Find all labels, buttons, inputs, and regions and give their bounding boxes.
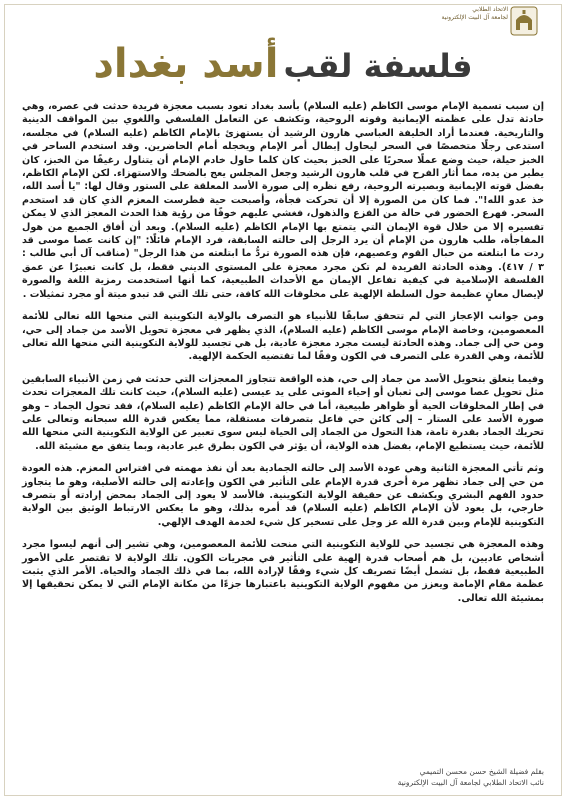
article-body [22, 100, 544, 605]
logo-text [434, 6, 508, 22]
title-prefix: فلسفة لقب [283, 47, 473, 85]
paragraph: إن سبب تسمية الإمام موسى الكاظم (عليه السلام) بأسد بغداد تعود بسبب معجزة فريدة حدثت في عصره، وهي حادثة تدل على عظمته الإيمانية وقوته الروحية، وتكشف عن التعامل الفلسفي واللغوي بين المواقف الدينية والتاريخية. فعندما أراد الخليفة العباسي هارون الرشيد أن يستهزئ بالإمام الكاظم (عليه السلام) في مجلسه، استدعى رجلًا متخصصًا في السحر ليحاول إبطال أمر الإمام ويخجله أمام الحاضرين. وقد استخدم الساحر في الخبز حيلة، حيث وضع عملًا سحريًا على الخبز بحيث كان كلما حاول خادم الإمام أن يتناول رغيفًا من الخبز، كان يطير من يده، مما أثار الفرح في قلب هارون الرشيد وجعل المجلس يعج بالضحك والاستهزاء. لكن الإمام الكاظم، بفضل قوته الإيمانية وبصيرته الروحية، رفع نظره إلى صورة الأسد المعلقة على الستور وقال لها: "يا أسد الله، خذ عدو الله!". فما كان من الصورة إلا أن تحركت فجأة، وأصبحت حية فطرست المعزم الذي كان قد استخدم السحر. فهرع الحضور في حالة من الفزع والذهول، فغشي عليهم خوفًا من رؤية هذا الحدث المعجز الذي لا يمكن تفسيره إلا من خلال قوة الإيمان التي يتمتع بها الإمام الكاظم (عليه السلام). وبعد أن أفاق الجميع من هول المفاجأة، طلب هارون من الإمام أن يرد الرجل إلى حالته السابقة، فرد الإمام قائلًا: "إن كانت عصا موسى قد ردت ما ابتلعته من حبال القوم وعصيهم، فإن هذه الصورة تردُّ ما ابتلعته من هذا الرجل" (مناقب آل أبي طالب : ٣ / ٤١٧). وهذه الحادثة الفريدة لم تكن مجرد معجزة على المستوى الديني فقط، بل كانت تعبيرًا عن عمق الفلسفة الإسلامية في كيفية تفاعل الإيمان مع الأحداث الطبيعية، كما أنها استخدمت رمزية اللغة والصورة لإيصال معانٍ عظيمة حول السلطة الإلهية على مخلوقات الله كافة، حتى تلك التي قد تبدو ميتة أو مجرد تمثيلات . [22, 101, 544, 300]
logo-line-2: لجامعة آل البيت الإلكترونية [441, 14, 508, 21]
author-signature [398, 766, 544, 788]
page-title [22, 42, 544, 86]
header [22, 0, 544, 40]
logo-line-1: الاتحاد الطلابي [472, 6, 508, 13]
title-main: أسد بغداد [93, 41, 279, 87]
author-role: نائب الاتحاد الطلابي لجامعة آل البيت الإلكترونية [397, 778, 544, 787]
paragraph: وهذه المعجزة هي تجسيد حي للولاية التكوينية التي منحت للأئمة المعصومين، وهي تشير إلى أنهم ليسوا مجرد أشخاص عاديين، بل هم أصحاب قدرة إلهية على التأثير في مجريات الكون. تلك الولاية لا تقتصر على الأمور الطبيعية فقط، بل تشمل أيضًا تصريف كل شيء وفقًا لإرادة الله، بما في ذلك الجماد والحياة. الأمر الذي يثبت عظمة مقام الإمامة ويعزز من مفهوم الولاية التكوينية باعتبارها جزءًا من مكانة الإمام التي لا يمكن تحقيقها إلا بمشيئة الله تعالى. [22, 539, 544, 604]
paragraph: وثم تأتي المعجزة الثانية وهي عودة الأسد إلى حالته الجمادية بعد أن نفذ مهمته في افتراس المعزم. هذه العودة من حي إلى جماد تظهر مرة أخرى قدرة الإمام على التأثير في الكون وإعادته إلى حالته الأصلية، وهو ما يتجاوز حدود الفهم البشري ويكشف عن حقيقة الولاية التكوينية. فالأسد لا يعود إلى الجماد بمحض إرادته أو بتصرف خارجي، بل يعود لأن الإمام الكاظم (عليه السلام) قد أمره بذلك، وهو ما يعكس الارتباط الوثيق بين الولاية التكوينية للإمام وبين قدرة الله عز وجل على تسخير كل شيء لخدمة الهدف الإلهي. [22, 463, 544, 528]
paragraph: وفيما يتعلق بتحويل الأسد من جماد إلى حي، هذه الواقعة تتجاوز المعجزات التي حدثت في زمن الأنبياء السابقين مثل تحويل عصا موسى إلى ثعبان أو إحياء الموتى على يد عيسى (عليه السلام)، حيث كانت تلك المعجزات تحدث في إطار المخلوقات الحية أو ظواهر طبيعية، أما في حالة الإمام الكاظم (عليه السلام)، فقد تحول الجماد – وهو صورة الأسد على الستار – إلى كائن حي فاعل بتصرفات مستقلة، مما يعكس قدرة الله سبحانه وتعالى على تحريك الجماد بقدرة تامة، هذا التحول من الجماد إلى الحياة ليس سوى تعبير عن الولاية التكوينية التي منحها الله للأئمة، حيث يستطيع الإمام، بفضل هذه الولاية، أن يؤثر في الكون بطرق غير عادية، وبما يتفق مع مشيئة الله. [22, 373, 544, 452]
author-name: بقلم فضيلة الشيخ حسن محسن التميمي [419, 767, 544, 776]
mosque-dome-icon [510, 6, 538, 36]
paragraph: ومن جوانب الإعجاز التي لم تتحقق سابقًا للأنبياء هو التصرف بالولاية التكوينية التي منحها الله تعالى للأئمة المعصومين، وخاصة الإمام موسى الكاظم (عليه السلام)، الذي يظهر في معجزة تحويل الأسد من جماد إلى حي، ومن حي إلى جماد. وهذه الحادثة ليست مجرد معجزة عادية، بل هي تجسيد للولاية التكوينية التي منحها الله تعالى للأئمة، وهي القدرة على التصرف في الكون وفقًا لما تقتضيه الحكمة الإلهية. [22, 311, 544, 363]
union-logo [434, 6, 538, 36]
